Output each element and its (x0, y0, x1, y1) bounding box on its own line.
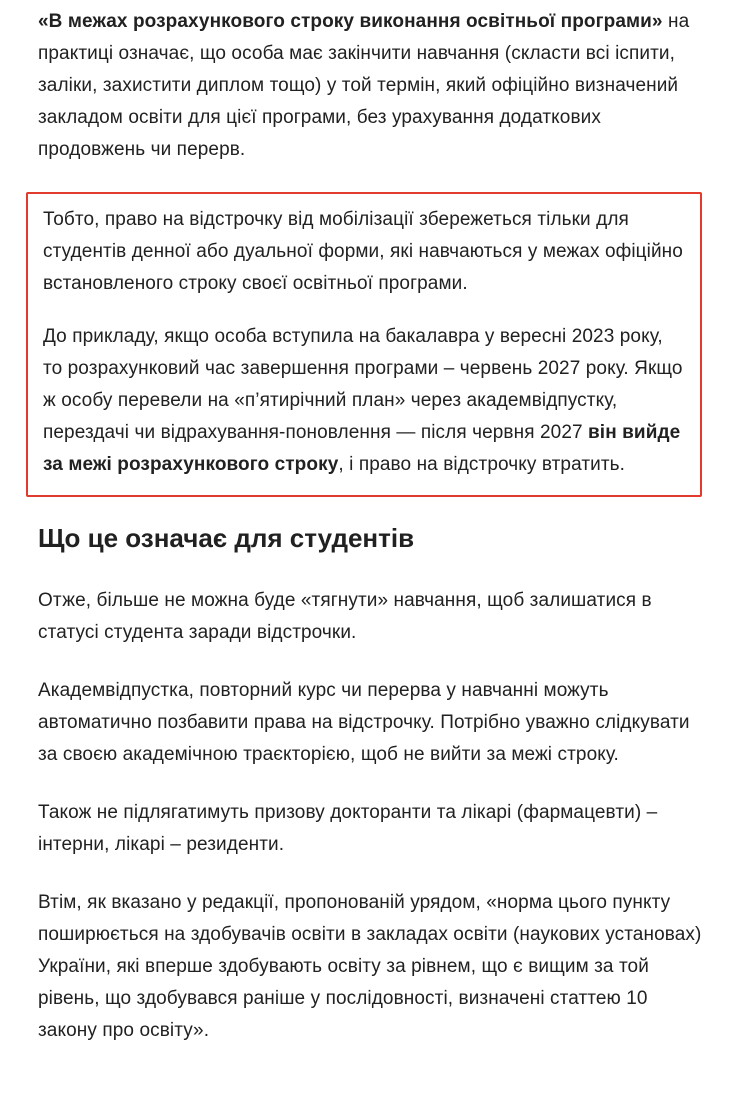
intro-rest-text: на практиці означає, що особа має закінчити навчання (скласти всі іспити, заліки, захистити диплом тощо) у той термін, який офіційно визначений закладом освіти для цієї програми, без урахування додаткових продовжень чи перерв. (38, 11, 690, 160)
paragraph-students-3: Також не підлягатимуть призову докторанти та лікарі (фармацевти) – інтерни, лікарі – резиденти. (38, 802, 658, 855)
highlight-paragraph-1: Тобто, право на відстрочку від мобілізації збережеться тільки для студентів денної або дуальної форми, які навчаються у межах офіційно встановленого строку своєї освітньої програми. (43, 209, 683, 294)
paragraph-students-1: Отже, більше не можна буде «тягнути» навчання, щоб залишатися в статусі студента заради відстрочки. (38, 590, 652, 643)
highlight-p2-post: , і право на відстрочку втратить. (338, 454, 626, 475)
section-heading: Що це означає для студентів (38, 523, 415, 553)
intro-bold-quote: «В межах розрахункового строку виконання освітньої програми» (38, 11, 663, 32)
highlight-p2-pre: До прикладу, якщо особа вступила на бакалавра у вересні 2023 року, то розрахунковий час завершення програми – червень 2027 року. Якщо ж особу перевели на «п’ятирічний план» через академвідпустку, перездачі чи відрахування-поновлення — після червня 2027 (43, 326, 683, 443)
paragraph-students-2: Академвідпустка, повторний курс чи перерва у навчанні можуть автоматично позбавити права на відстрочку. Потрібно уважно слідкувати за своєю академічною траєкторією, щоб не вийти за межі строку. (38, 680, 690, 765)
highlight-p2-bold: він вийде за межі розрахункового строку (43, 422, 681, 475)
highlight-paragraph-2 (43, 321, 686, 481)
highlight-box (26, 192, 702, 497)
paragraph-students-4: Втім, як вказано у редакції, пропонованій урядом, «норма цього пункту поширюється на здобувачів освіти в закладах освіти (наукових установах) України, які вперше здобувають освіту за рівнем, що є вищим за той рівень, що здобувався раніше у послідовності, визначені статтею 10 закону про освіту». (38, 892, 702, 1041)
intro-paragraph (38, 6, 702, 166)
